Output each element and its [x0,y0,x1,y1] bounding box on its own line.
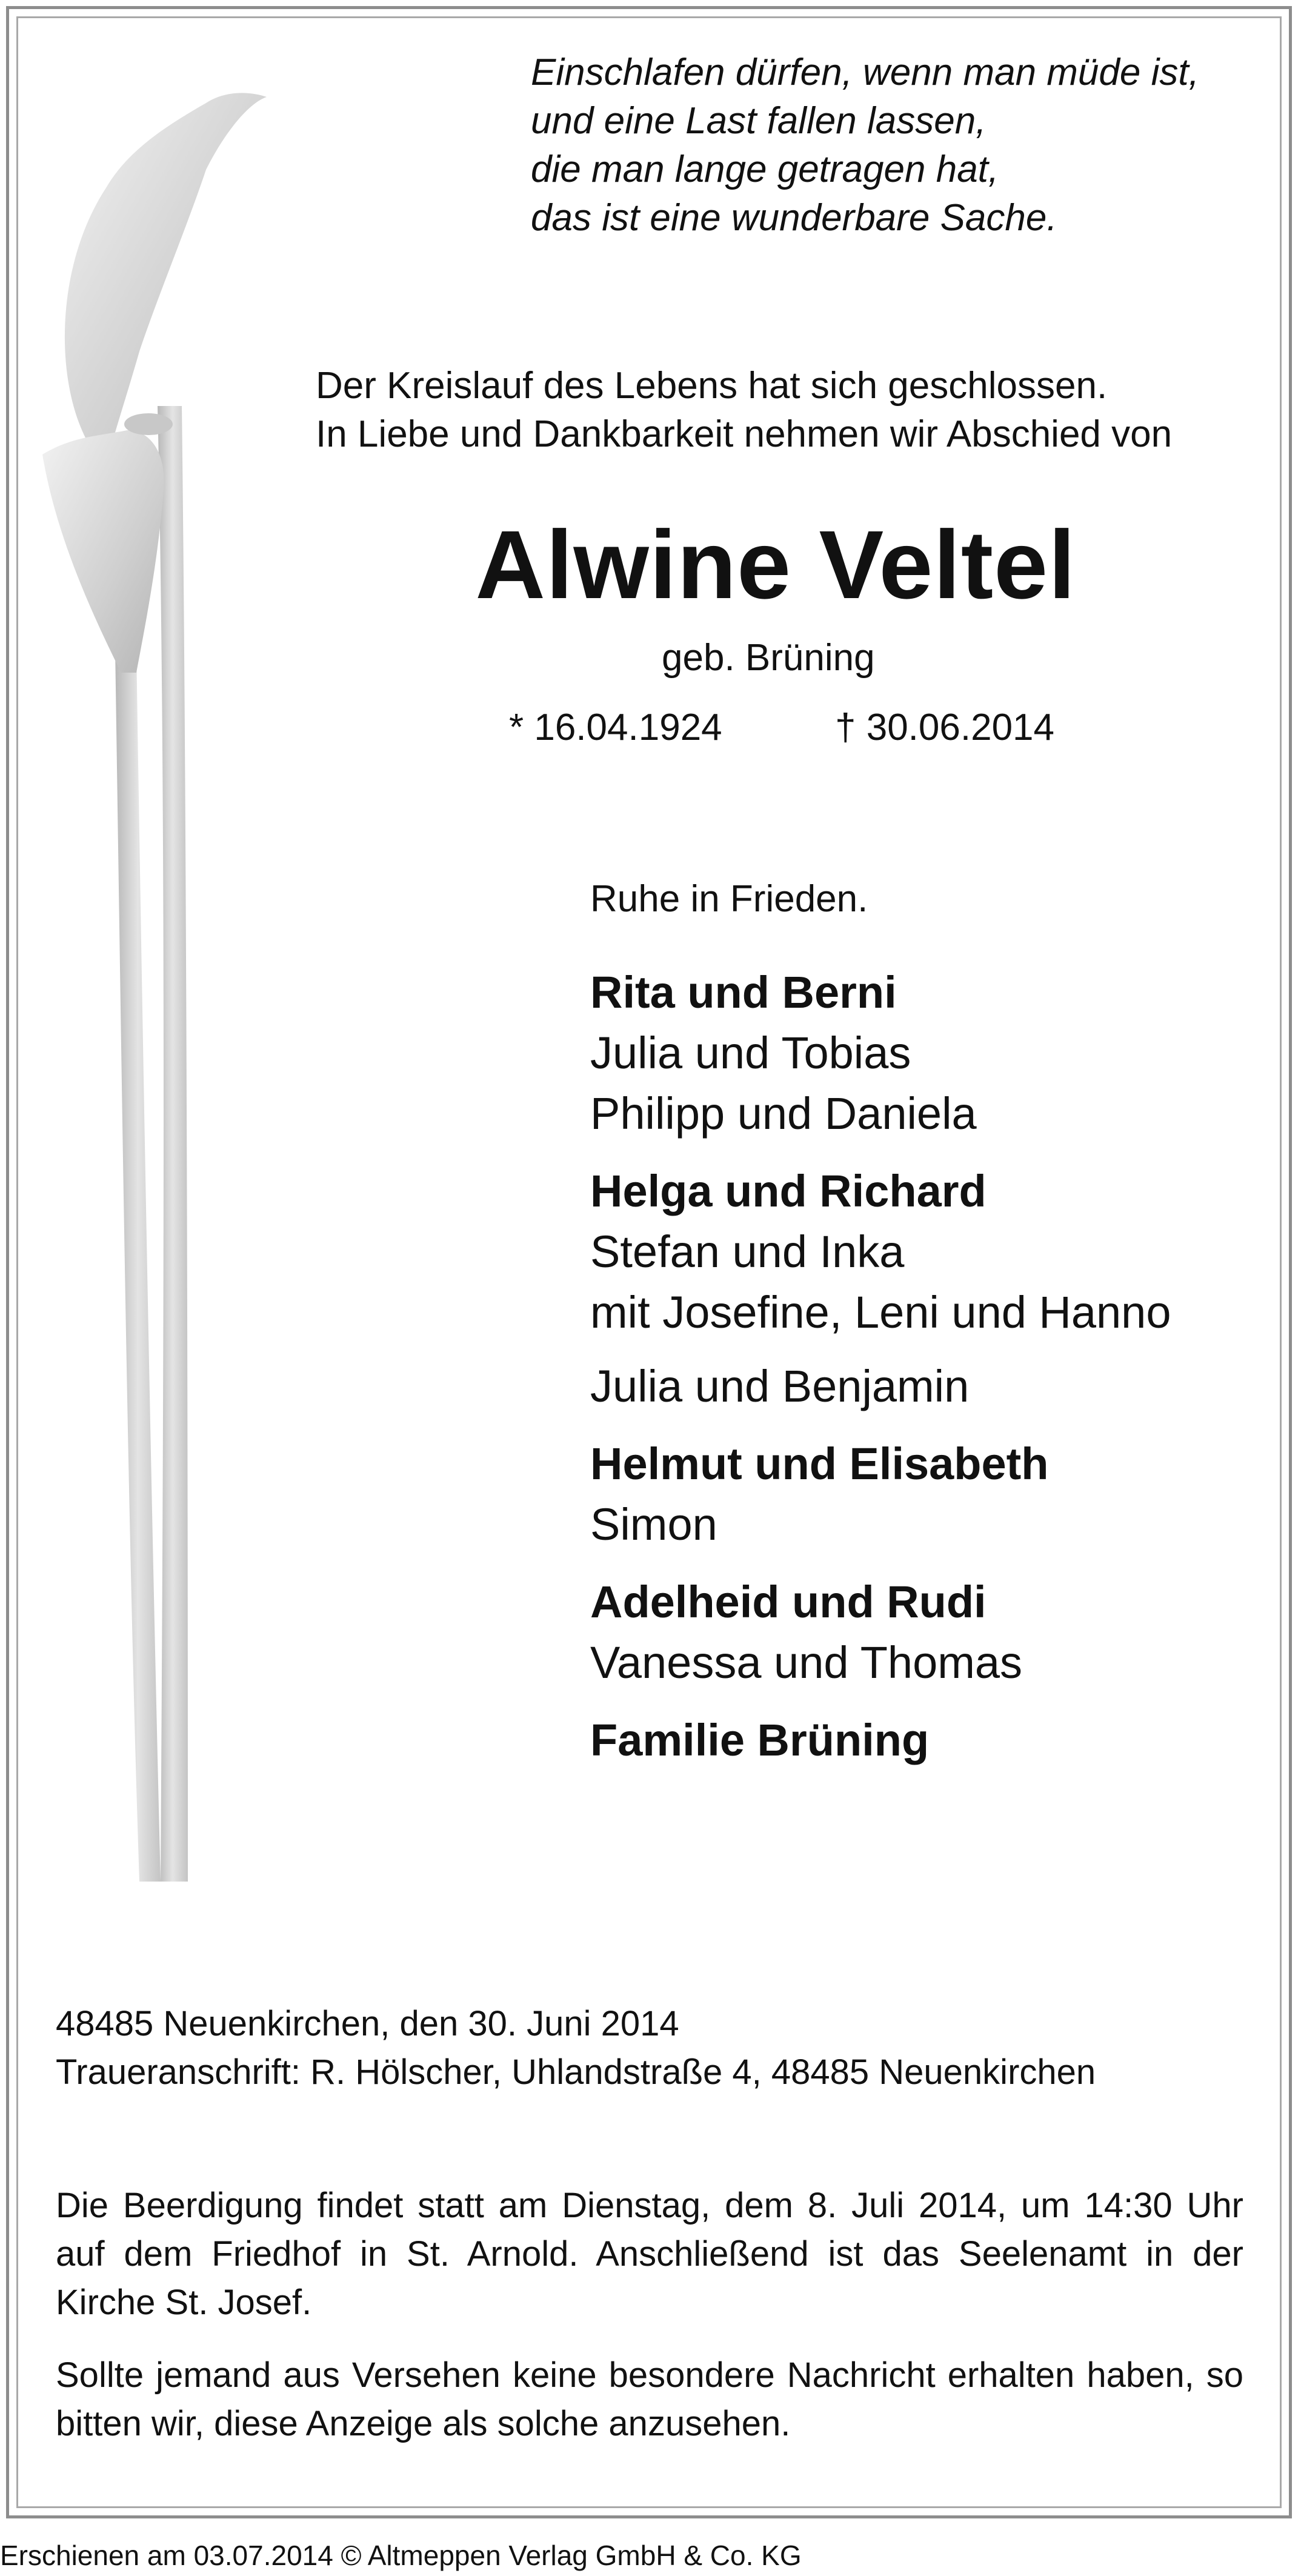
mourner-line: Julia und Benjamin [590,1361,970,1411]
mourner-line: Simon [590,1499,717,1549]
notice-paragraph: Sollte jemand aus Versehen keine besondere Nachricht erhalten haben, so bitten wir, diese Anzeige als solche anzusehen. [56,2355,1243,2443]
deceased-name: Alwine Veltel [475,510,1076,619]
mourner-group-head: Rita und Berni [590,967,897,1017]
mourner-group-head: Helga und Richard [590,1166,987,1216]
mourner-group-head: Helmut und Elisabeth [590,1439,1049,1489]
publication-credit: Erschienen am 03.07.2014 © Altmeppen Verlag GmbH & Co. KG [0,2540,802,2571]
mourner-line: Stefan und Inka [590,1226,905,1277]
mourner-line: Vanessa und Thomas [590,1637,1023,1688]
birth-date: * 16.04.1924 [509,707,722,748]
top-flower [65,93,267,454]
intro-line: In Liebe und Dankbarkeit nehmen wir Abschied von [316,413,1173,455]
spacer [590,1343,1269,1356]
quote-line: Einschlafen dürfen, wenn man müde ist, [531,52,1199,93]
quote-line: und eine Last fallen lassen, [531,100,987,142]
mourner-group [590,1572,1269,1693]
mourners-list [590,962,1269,1788]
place-and-address [56,2000,1096,2097]
mourner-group [590,1434,1269,1555]
mourner-group-head: Familie Brüning [590,1715,930,1765]
lower-flower-spadix [124,413,173,435]
intro-text [316,362,1172,459]
mourner-group [590,1161,1269,1417]
death-date: † 30.06.2014 [835,707,1055,748]
mourner-line: Julia und Tobias [590,1028,911,1078]
quote-line: die man lange getragen hat, [531,148,999,190]
maiden-name: geb. Brüning [662,637,875,679]
funeral-details: Die Beerdigung findet statt am Dienstag, dem 8. Juli 2014, um 14:30 Uhr auf dem Friedhof in St. Arnold. Anschließend ist das Seelenamt in der Kirche St. Josef. [56,2186,1243,2322]
place-date: 48485 Neuenkirchen, den 30. Juni 2014 [56,2004,679,2043]
short-stem [115,648,161,1882]
quote-line: das ist eine wunderbare Sache. [531,197,1057,239]
poem-quote [531,48,1199,242]
mourner-group [590,1710,1269,1771]
mourner-group-head: Adelheid und Rudi [590,1577,987,1627]
mourner-line: Philipp und Daniela [590,1088,977,1139]
intro-line: Der Kreislauf des Lebens hat sich geschlossen. [316,365,1108,407]
farewell-line: Ruhe in Frieden. [590,878,868,920]
mourner-line: mit Josefine, Leni und Hanno [590,1287,1171,1337]
mourning-address: Traueranschrift: R. Hölscher, Uhlandstraße 4, 48485 Neuenkirchen [56,2052,1096,2092]
calla-lily-image [36,67,267,1885]
tall-stem [158,406,188,1882]
mourner-group [590,962,1269,1144]
